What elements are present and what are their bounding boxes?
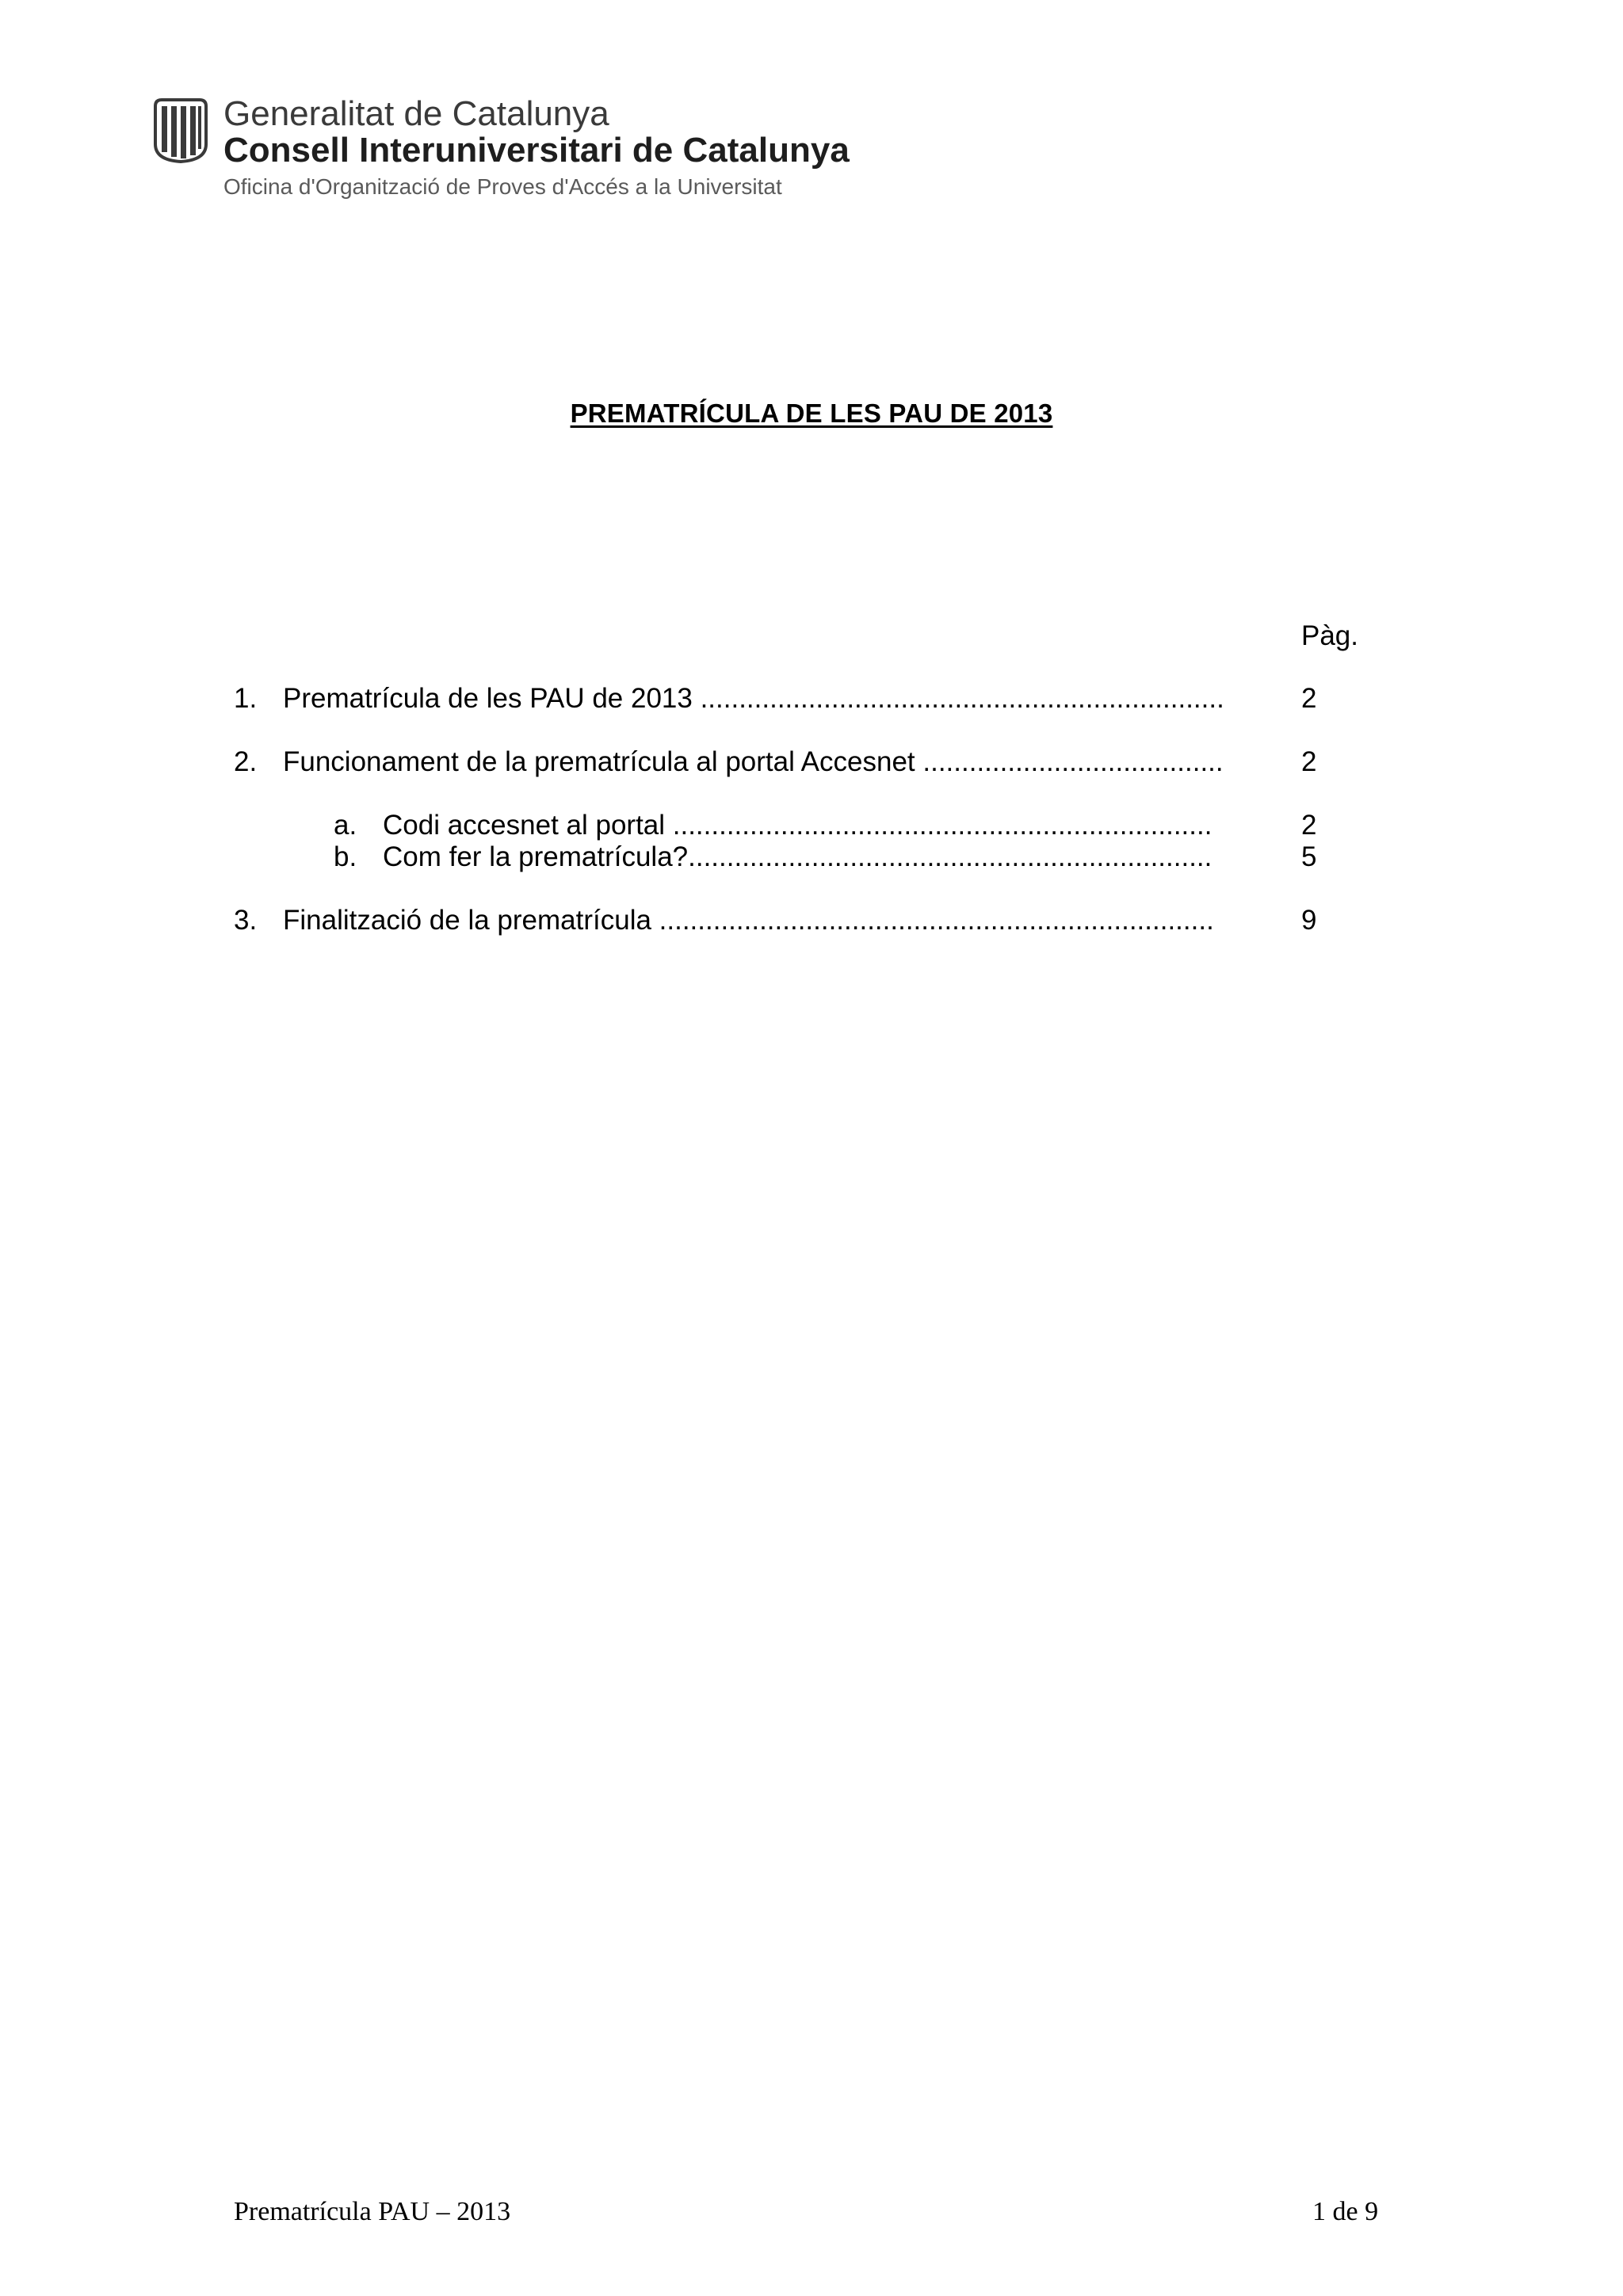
toc-entry[interactable] xyxy=(0,841,1623,873)
toc-entry-number: a. xyxy=(334,810,357,841)
toc-entry[interactable] xyxy=(0,683,1623,715)
footer-document-name: Prematrícula PAU – 2013 xyxy=(234,2197,511,2226)
toc-entry-label: Finalització de la prematrícula ........................................................................ xyxy=(283,905,1214,936)
toc-entry-page: 5 xyxy=(1301,841,1317,872)
generalitat-emblem-icon xyxy=(151,98,211,163)
toc-entry-label: Codi accesnet al portal ...................................................................... xyxy=(383,810,1212,841)
toc-entry[interactable] xyxy=(0,905,1623,936)
toc-entry-number: 2. xyxy=(234,746,258,777)
toc-entry[interactable] xyxy=(0,746,1623,778)
toc-entry-label: Com fer la prematrícula?.................................................................... xyxy=(383,841,1212,872)
toc-entry-page: 9 xyxy=(1301,905,1317,936)
toc-entry-number: b. xyxy=(334,841,357,872)
toc-entry-page: 2 xyxy=(1301,683,1317,714)
toc-entry[interactable] xyxy=(0,810,1623,841)
toc-entry-page: 2 xyxy=(1301,746,1317,777)
toc-entry-label: Prematrícula de les PAU de 2013 .................................................................... xyxy=(283,683,1224,714)
document-title: PREMATRÍCULA DE LES PAU DE 2013 xyxy=(570,399,1053,428)
letterhead-generalitat: Generalitat de Catalunya xyxy=(223,94,609,133)
toc-entry-page: 2 xyxy=(1301,810,1317,841)
letterhead-oficina: Oficina d'Organització de Proves d'Accés a la Universitat xyxy=(223,174,782,199)
toc-entry-number: 3. xyxy=(234,905,258,936)
toc-entry-label: Funcionament de la prematrícula al portal Accesnet ....................................... xyxy=(283,746,1224,777)
toc-page-header: Pàg. xyxy=(1301,620,1358,651)
footer-page-number: 1 de 9 xyxy=(1312,2197,1379,2226)
letterhead-consell: Consell Interuniversitari de Catalunya xyxy=(223,131,850,170)
letterhead xyxy=(151,95,864,206)
toc-entry-number: 1. xyxy=(234,683,258,714)
